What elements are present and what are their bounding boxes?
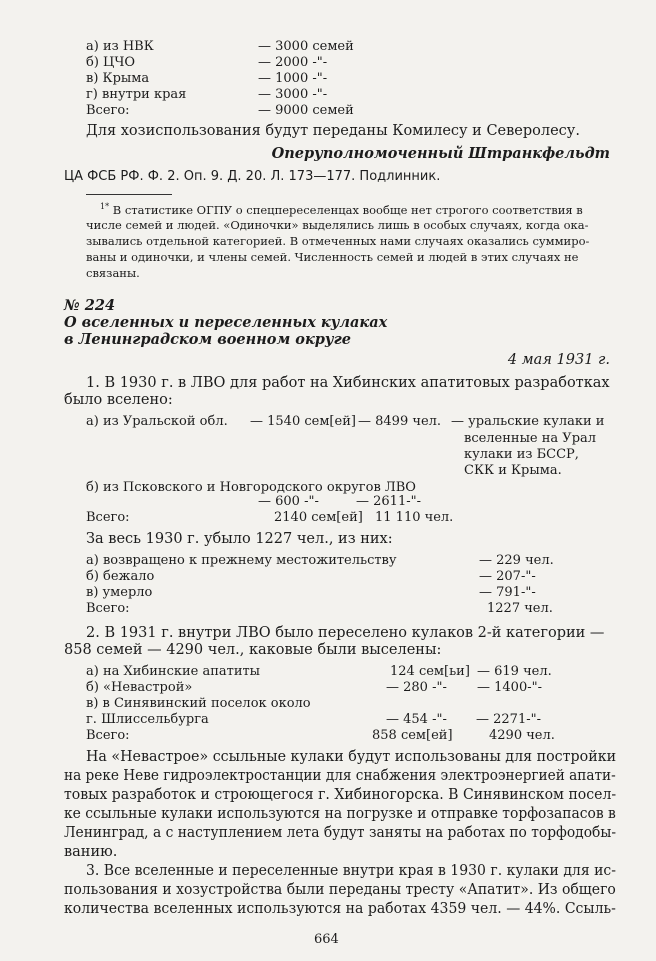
paragraph-a-line-3: ке ссыльные кулаки используются на погрузке и отправке торфозапасов в [64, 806, 616, 822]
top-list-value-0: — 3000 семей [258, 39, 354, 54]
footnote-line-3: ваны и одиночки, и члены семей. Численность семей и людей в этих случаях не [86, 250, 579, 264]
section2-intro-1: 858 семей — 4290 чел., каковые были выселены: [64, 642, 442, 658]
paragraph-b-line-1: пользования и хозустройства были переданы тресту «Апатит». Из общего [64, 882, 616, 898]
lost-total-label: Всего: [86, 601, 130, 616]
top-list-value-4: — 9000 семей [258, 103, 354, 118]
page-number: 664 [314, 932, 339, 947]
top-list-note: Для хозиспользования будут переданы Комилесу и Северолесу. [86, 123, 580, 139]
top-list-label-3: г) внутри края [86, 87, 187, 102]
section2-row-3-label: г. Шлиссельбурга [86, 712, 209, 727]
footnote-line-1: числе семей и людей. «Одиночки» выделялись лишь в особых случаях, когда ока- [86, 218, 589, 232]
section2-total-label: Всего: [86, 728, 130, 743]
section1-row-b-label: б) из Псковского и Новгородского округов ЛВО [86, 480, 416, 495]
section2-total-people: 4290 чел. [489, 728, 555, 743]
top-list-label-1: б) ЦЧО [86, 55, 136, 70]
lost-row-1-label: б) бежало [86, 569, 155, 584]
section2-row-0-families: 124 сем[ьи] [390, 664, 470, 679]
footnote-line-0 [100, 202, 583, 217]
section1-row-a-note-0: — уральские кулаки и [451, 414, 605, 429]
section2-row-3-people: — 2271-"- [476, 712, 541, 727]
top-list-label-4: Всего: [86, 103, 130, 118]
footnote-line-2: зывались отдельной категорией. В отмеченных нами случаях оказались суммиро- [86, 234, 590, 248]
section2-row-0-people: — 619 чел. [477, 664, 552, 679]
section1-row-a-note-1: вселенные на Урал [464, 431, 597, 446]
lost-total-value: 1227 чел. [487, 601, 553, 616]
section1-row-a-note-3: СКК и Крыма. [464, 463, 562, 478]
paragraph-a-line-0: На «Невастрое» ссыльные кулаки будут использованы для постройки [86, 749, 617, 765]
paragraph-a-line-4: Ленинград, а с наступлением лета будут заняты на работах по торфодобы- [64, 825, 617, 841]
paragraph-b-line-2: количества вселенных используются на работах 4359 чел. — 44%. Ссыль- [64, 901, 616, 917]
lost-row-0-label: а) возвращено к прежнему местожительству [86, 553, 397, 568]
footnote-marker: 1* [100, 202, 110, 211]
lost-heading: За весь 1930 г. убыло 1227 чел., из них: [86, 531, 393, 547]
document-date: 4 мая 1931 г. [507, 352, 610, 368]
paragraph-b-line-0: 3. Все вселенные и переселенные внутри края в 1930 г. кулаки для ис- [86, 863, 616, 879]
lost-row-2-label: в) умерло [86, 585, 153, 600]
section1-row-a-note-2: кулаки из БССР, [464, 447, 579, 462]
footnote-separator [86, 194, 172, 195]
signature: Оперуполномоченный Штранкфельдт [271, 145, 610, 162]
section1-row-a-people: — 8499 чел. [358, 414, 442, 429]
section2-total-families: 858 сем[ей] [372, 728, 453, 743]
section1-total-label: Всего: [86, 510, 130, 525]
top-list-value-3: — 3000 -"- [258, 87, 328, 102]
section2-row-1-label: б) «Невастрой» [86, 680, 193, 695]
section1-row-b-families: — 600 -"- [258, 494, 319, 509]
top-list-label-0: а) из НВК [86, 39, 154, 54]
section1-total-people: 11 110 чел. [375, 510, 454, 525]
footnote-line-4: связаны. [86, 266, 140, 280]
paragraph-a-line-5: ванию. [64, 844, 118, 860]
section1-intro-0: 1. В 1930 г. в ЛВО для работ на Хибинских апатитовых разработках [86, 375, 610, 391]
top-list-label-2: в) Крыма [86, 71, 150, 86]
lost-row-0-value: — 229 чел. [479, 553, 554, 568]
section2-intro-0: 2. В 1931 г. внутри ЛВО было переселено кулаков 2-й категории — [86, 625, 605, 641]
document-title-line-1: в Ленинградском военном округе [64, 331, 351, 348]
top-list-value-1: — 2000 -"- [258, 55, 328, 70]
paragraph-a-line-2: товых разработок и строющегося г. Хибиногорска. В Синявинском посел- [64, 787, 617, 803]
paragraph-a-line-1: на реке Неве гидроэлектростанции для снабжения электроэнергией апати- [64, 768, 616, 784]
document-number: № 224 [64, 297, 116, 314]
top-list-value-2: — 1000 -"- [258, 71, 328, 86]
section1-total-families: 2140 сем[ей] [274, 510, 363, 525]
section1-row-a-families: — 1540 сем[ей] [250, 414, 356, 429]
lost-row-2-value: — 791-"- [479, 585, 536, 600]
section1-row-a-label: а) из Уральской обл. [86, 414, 228, 429]
section2-row-3-families: — 454 -"- [386, 712, 447, 727]
section2-row-1-families: — 280 -"- [386, 680, 447, 695]
archive-reference: ЦА ФСБ РФ. Ф. 2. Оп. 9. Д. 20. Л. 173—177. Подлинник. [64, 169, 441, 184]
footnote-text-0: В статистике ОГПУ о спецпереселенцах вообще нет строгого соответствия в [112, 202, 583, 217]
section2-row-0-label: а) на Хибинские апатиты [86, 664, 261, 679]
document-title-line-0: О вселенных и переселенных кулаках [64, 314, 388, 331]
section2-row-2-label: в) в Синявинский поселок около [86, 696, 311, 711]
lost-row-1-value: — 207-"- [479, 569, 536, 584]
section1-row-b-people: — 2611-"- [356, 494, 421, 509]
section2-row-1-people: — 1400-"- [477, 680, 542, 695]
section1-intro-1: было вселено: [64, 392, 173, 408]
